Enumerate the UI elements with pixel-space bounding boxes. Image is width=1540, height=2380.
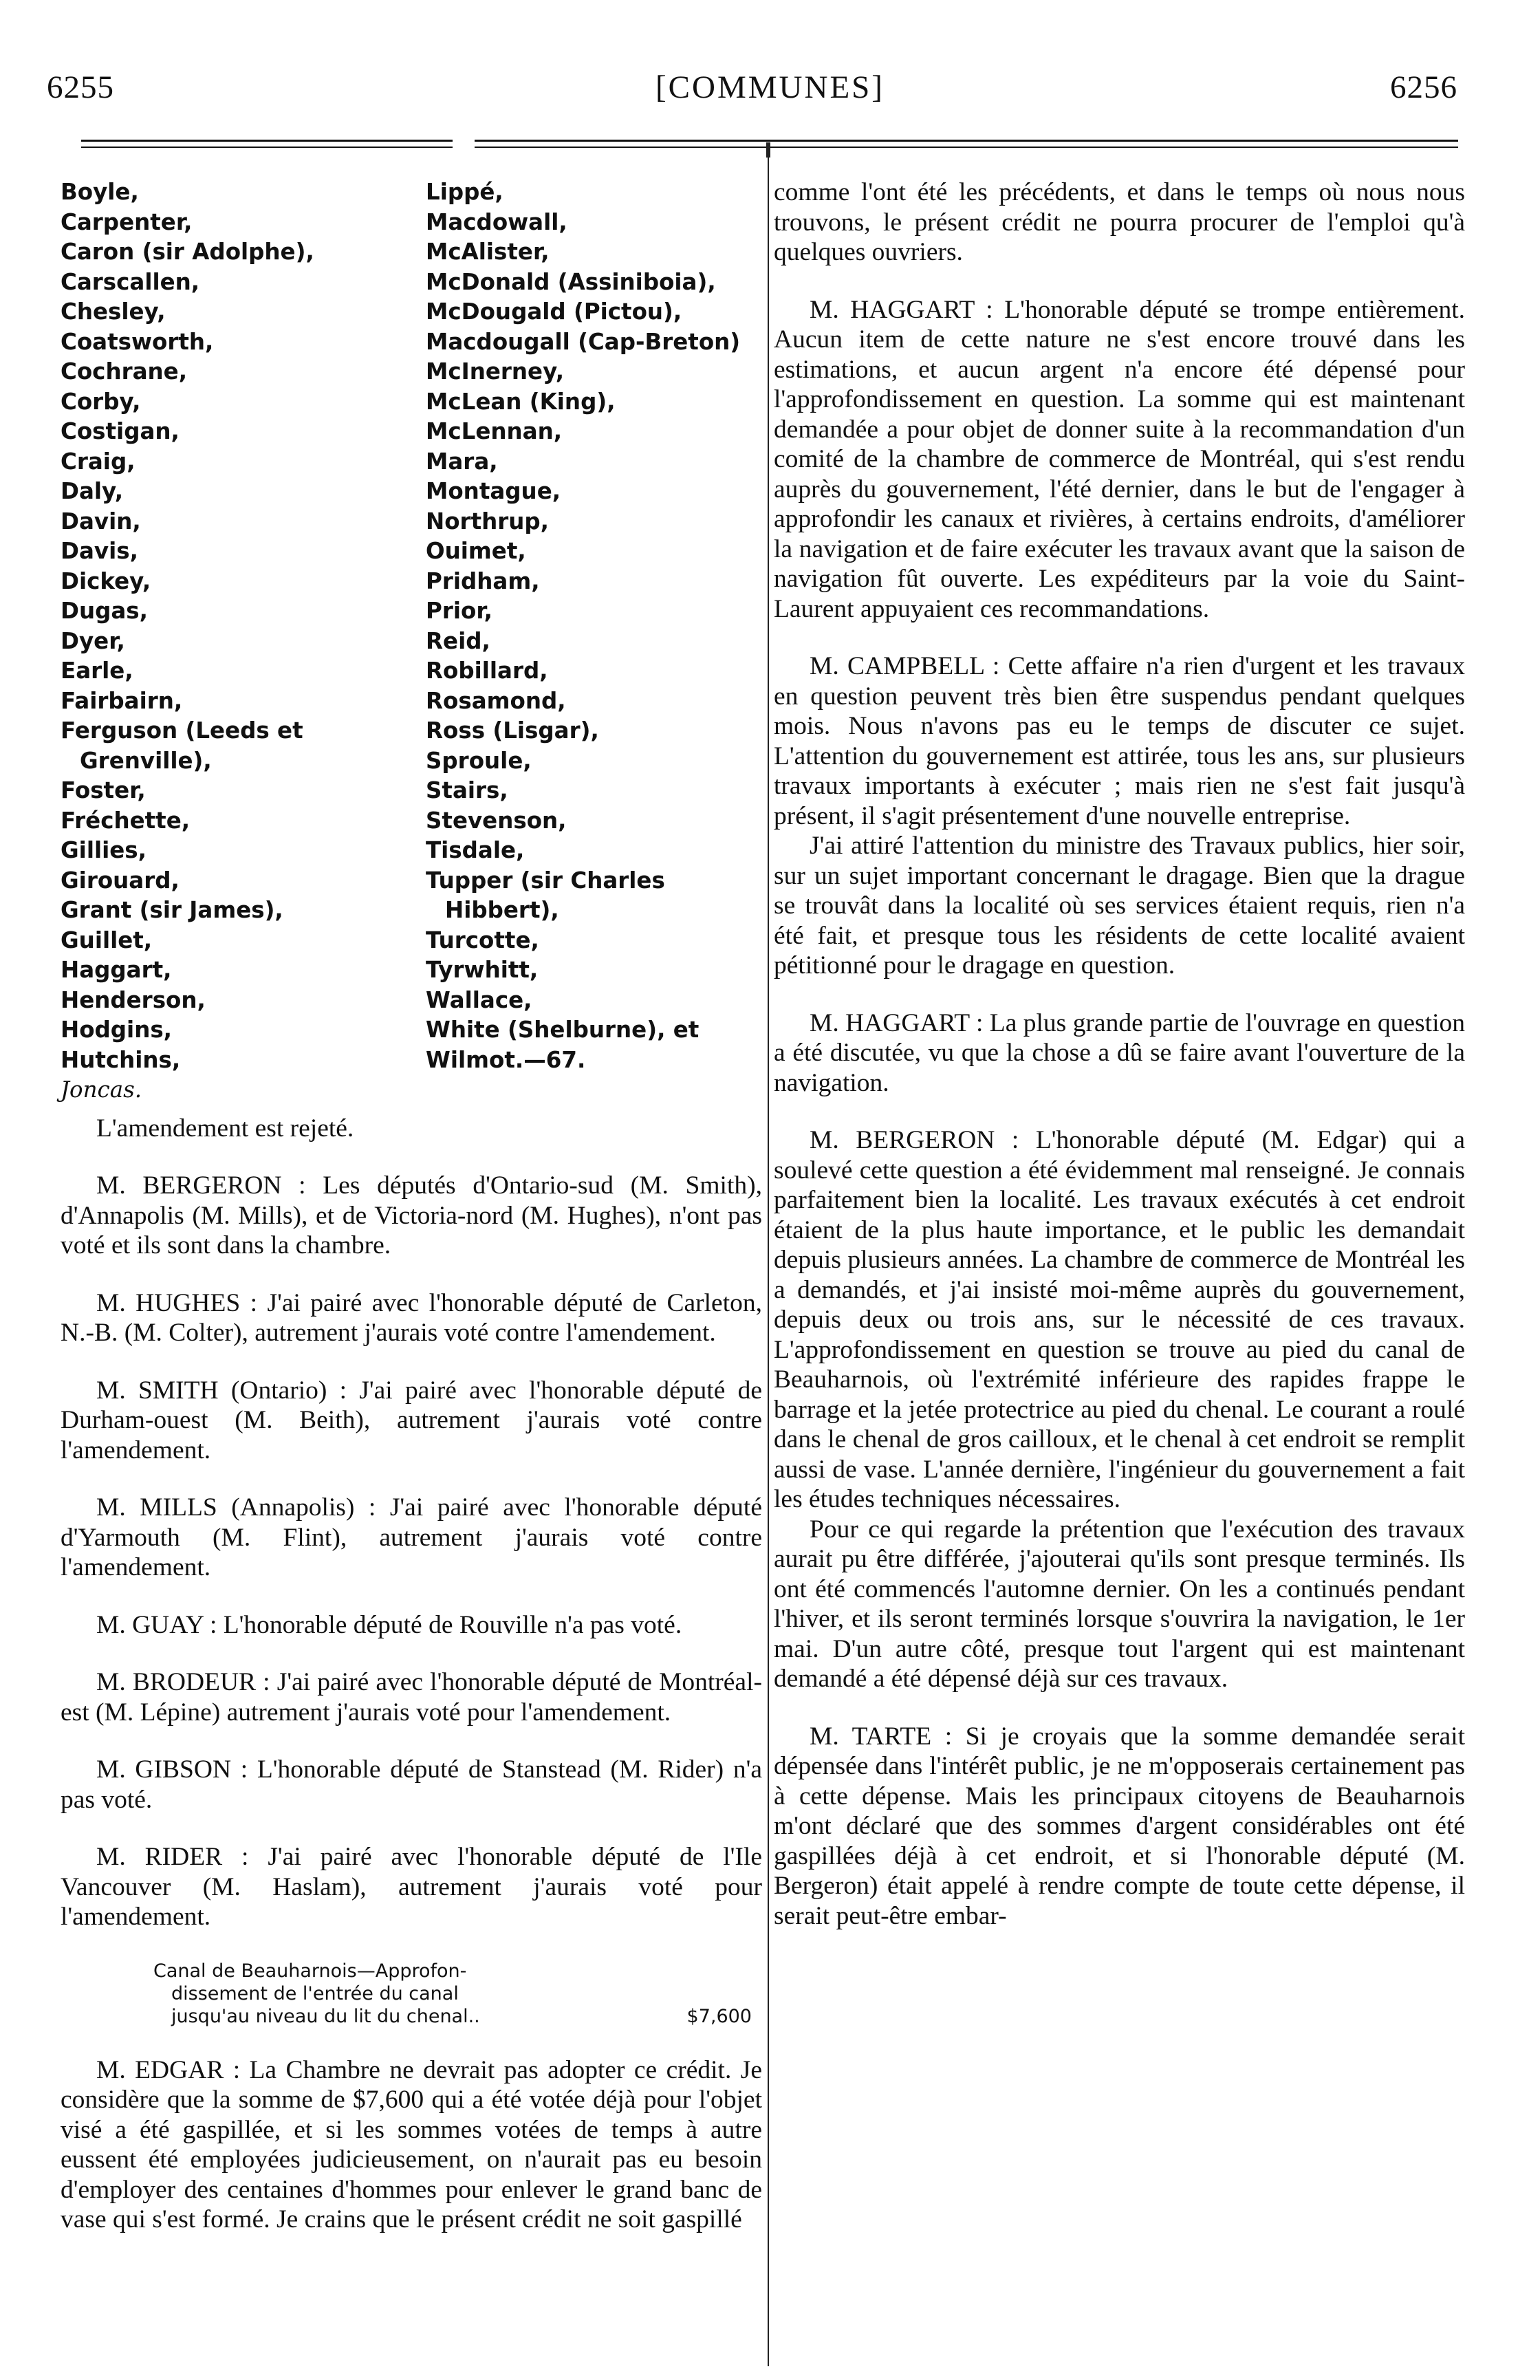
vote-name: Tupper (sir Charles: [426, 867, 665, 894]
vote-name: Prior,: [426, 598, 492, 624]
vote-name: Fréchette,: [61, 807, 191, 834]
edgar-continuation: comme l'ont été les précédents, et dans le temps où nous nous trouvons, le présent crédit ne pourra procurer de l'emploi qu'à quelques ouvriers.: [774, 178, 1465, 266]
vote-name: Lippé,: [426, 179, 503, 205]
vote-name: Joncas.: [61, 1077, 142, 1103]
vote-name: Corby,: [61, 388, 141, 415]
vote-name: Dugas,: [61, 598, 149, 624]
vote-name: Gillies,: [61, 837, 147, 863]
vote-name: Davis,: [61, 538, 138, 564]
vote-name: Dyer,: [61, 627, 125, 654]
haggart-statement-1: M. HAGGART : L'honorable député se trompe entièrement. Aucun item de cette nature ne s'est encore trouvé dans les estimations, et aucun argent n'a encore été dépensé pour l'approfondissement en question. La somme qui est maintenant demandée a pour objet de donner suite à la recommandation d'un comité de la chambre de commerce de Montréal, qui s'est rendu auprès du gouvernement, l'été dernier, dans le but de l'engager à approfondir les canaux et rivières, à certains endroits, d'améliorer la navigation et de faire exécuter les travaux avant que la saison de navigation fût ouverte. Les expéditeurs par la voie du Saint-Laurent appuyaient ces recommandations.: [774, 295, 1465, 623]
header-rule-right-top: [475, 140, 1458, 142]
vote-name: Coatsworth,: [61, 328, 214, 355]
vote-name: Hodgins,: [61, 1017, 173, 1043]
vote-name: Grant (sir James),: [61, 897, 283, 923]
column-divider: [768, 155, 769, 2366]
smith-statement: M. SMITH (Ontario) : J'ai pairé avec l'honorable député de Durham-ouest (M. Beith), autrement j'aurais voté contre l'amendement.: [61, 1376, 762, 1464]
vote-name: Sproule,: [426, 747, 532, 774]
vote-name: Earle,: [61, 658, 133, 684]
amendment-result: L'amendement est rejeté.: [96, 1114, 354, 1143]
vote-name: Dickey,: [61, 567, 151, 594]
gibson-statement: M. GIBSON : L'honorable député de Stanstead (M. Rider) n'a pas voté.: [61, 1755, 762, 1814]
mills-statement: M. MILLS (Annapolis) : J'ai pairé avec l'honorable député d'Yarmouth (M. Flint), autrement j'aurais voté contre l'amendement.: [61, 1493, 762, 1581]
hughes-statement: M. HUGHES : J'ai pairé avec l'honorable député de Carleton, N.-B. (M. Colter), autrement j'aurais voté contre l'amendement.: [61, 1288, 762, 1347]
left-column: [61, 177, 762, 2235]
vote-name: Chesley,: [61, 299, 166, 325]
vote-name: Ferguson (Leeds et: [61, 717, 303, 744]
vote-name: Montague,: [426, 478, 561, 504]
vote-name: Wallace,: [426, 986, 532, 1013]
right-column: [774, 177, 1465, 1931]
vote-name: McAlister,: [426, 239, 550, 265]
budget-description: jusqu'au niveau du lit du chenal..: [171, 2005, 480, 2027]
budget-line-1: Canal de Beauharnois—Approfon-: [153, 1960, 467, 1982]
vote-name: Boyle,: [61, 179, 139, 205]
header-rule-right-bottom: [475, 147, 1458, 148]
vote-name: Fairbairn,: [61, 687, 183, 714]
vote-name: Turcotte,: [426, 927, 539, 953]
vote-name: Grenville),: [80, 747, 212, 774]
vote-name: Carpenter,: [61, 208, 193, 235]
guay-statement: M. GUAY : L'honorable député de Rouville n'a pas voté.: [96, 1610, 682, 1639]
vote-name: Macdougall (Cap-Breton): [426, 328, 741, 355]
header-rule-left-top: [81, 140, 453, 142]
vote-name: Hibbert),: [445, 897, 559, 923]
vote-name-list: [61, 177, 762, 1105]
vote-name: Mara,: [426, 448, 498, 475]
campbell-statement-cont: J'ai attiré l'attention du ministre des Travaux publics, hier soir, sur un sujet important concernant le dragage. Bien que la drague se trouvât dans la localité où ses services étaient requis, rien n'a été fait, et presque tous les résidents de cette localité avaient pétitionné pour le dragage en question.: [774, 832, 1465, 980]
vote-name: McDougald (Pictou),: [426, 299, 682, 325]
budget-item: [153, 1960, 752, 2028]
vote-name: Costigan,: [61, 418, 180, 444]
header-rule-left-bottom: [81, 147, 453, 148]
vote-name: Girouard,: [61, 867, 180, 894]
budget-line-3: [153, 2005, 752, 2028]
vote-name: Haggart,: [61, 957, 172, 983]
bergeron-statement: M. BERGERON : Les députés d'Ontario-sud (M. Smith), d'Annapolis (M. Mills), et de Victoria-nord (M. Hughes), n'ont pas voté et ils sont dans la chambre.: [61, 1171, 762, 1259]
vote-name: Tyrwhitt,: [426, 957, 539, 983]
tarte-statement: M. TARTE : Si je croyais que la somme demandée serait dépensée dans l'intérêt public, je ne m'opposerais certainement pas à cette dépense. Mais les principaux citoyens de Beauharnois m'ont déclaré que des sommes d'argent considérables ont été gaspillées déjà à cet endroit, et si l'honorable député (M. Bergeron) était appelé à rendre compte de toute cette dépense, il serait peut-être embar-: [774, 1722, 1465, 1930]
vote-name: Carscallen,: [61, 268, 200, 295]
vote-name: Reid,: [426, 627, 490, 654]
campbell-statement: M. CAMPBELL : Cette affaire n'a rien d'urgent et les travaux en question peuvent très bien être suspendus pendant quelques mois. Nous n'avons pas eu le temps de discuter ce sujet. L'attention du gouvernement est attirée, tous les ans, sur plusieurs travaux importants à exécuter ; mais rien ne s'est fait jusqu'à présent, il s'agit présentement d'une nouvelle entreprise.: [774, 652, 1465, 830]
right-page-number: 6256: [1390, 69, 1457, 105]
vote-name: Rosamond,: [426, 687, 566, 714]
vote-name: Stairs,: [426, 777, 508, 803]
vote-name: Craig,: [61, 448, 135, 475]
vote-name: Guillet,: [61, 927, 153, 953]
name-column-b: [426, 177, 762, 1105]
budget-amount: $7,600: [686, 2005, 752, 2027]
haggart-statement-2: M. HAGGART : La plus grande partie de l'ouvrage en question a été discutée, vu que la chose a dû se faire avant l'ouverture de la navigation.: [774, 1008, 1465, 1097]
vote-name: McLennan,: [426, 418, 563, 444]
vote-name: Macdowall,: [426, 208, 567, 235]
vote-name: Foster,: [61, 777, 146, 803]
vote-name: Ouimet,: [426, 538, 526, 564]
vote-name: Ross (Lisgar),: [426, 717, 599, 744]
budget-line-2: dissement de l'entrée du canal: [171, 1982, 459, 2004]
vote-name: Cochrane,: [61, 358, 188, 385]
bergeron-reply: M. BERGERON : L'honorable député (M. Edgar) qui a soulevé cette question a été évidemment mal renseigné. Je connais parfaitement bien la localité. Les travaux exécutés à cet endroit étaient de la plus haute importance, et le public les demandait depuis plusieurs années. La chambre de commerce de Montréal les a demandés, et j'ai insisté moi-même auprès du gouvernement, depuis deux ou trois ans, sur le nécessité de ces travaux. L'approfondissement en question se trouve au pied du canal de Beauharnois, où l'extrémité inférieure des rapides frappe le barrage et la jetée protectrice au pied du chenal. Le courant a roulé dans le chenal de gros cailloux, et le chenal à cet endroit se remplit aussi de vase. L'année dernière, l'ingénieur du gouvernement a fait les études techniques nécessaires.: [774, 1126, 1465, 1513]
brodeur-statement: M. BRODEUR : J'ai pairé avec l'honorable député de Montréal-est (M. Lépine) autrement j'aurais voté pour l'amendement.: [61, 1668, 762, 1727]
vote-name: McLean (King),: [426, 388, 616, 415]
vote-name: Hutchins,: [61, 1046, 181, 1073]
vote-name: Pridham,: [426, 567, 540, 594]
vote-name: Daly,: [61, 478, 124, 504]
running-title: [COMMUNES]: [655, 69, 885, 105]
left-page-number: 6255: [47, 69, 114, 105]
vote-name: Henderson,: [61, 986, 206, 1013]
vote-name: Robillard,: [426, 658, 548, 684]
rider-statement: M. RIDER : J'ai pairé avec l'honorable député de l'Ile Vancouver (M. Haslam), autrement j'aurais voté pour l'amendement.: [61, 1843, 762, 1931]
vote-name: Wilmot.—67.: [426, 1046, 586, 1073]
vote-name: Northrup,: [426, 508, 550, 534]
vote-name: Tisdale,: [426, 837, 525, 863]
vote-name: McDonald (Assiniboia),: [426, 268, 716, 295]
vote-name: Stevenson,: [426, 807, 567, 834]
vote-name: White (Shelburne), et: [426, 1017, 699, 1043]
name-column-a: [61, 177, 383, 1105]
vote-name: Davin,: [61, 508, 141, 534]
edgar-statement: M. EDGAR : La Chambre ne devrait pas adopter ce crédit. Je considère que la somme de $7,600 qui a été votée déjà pour l'objet visé a été gaspillée, et si les sommes votées de temps à autre eussent été employées judicieusement, on n'aurait pas eu besoin d'employer des centaines d'hommes pour enlever le grand banc de vase qui s'est formé. Je crains que le présent crédit ne soit gaspillé: [61, 2055, 762, 2233]
vote-name: Caron (sir Adolphe),: [61, 239, 314, 265]
vote-name: McInerney,: [426, 358, 565, 385]
bergeron-reply-cont: Pour ce qui regarde la prétention que l'exécution des travaux aurait pu être différée, j'ajouterai qu'ils sont presque terminés. Ils ont été commencés l'automne dernier. On les a continués pendant l'hiver, et ils seront terminés lorsque s'ouvrira la navigation, le 1er mai. D'un autre côté, presque tout l'argent qui est maintenant demandé a été dépensé déjà sur ces travaux.: [774, 1515, 1465, 1693]
